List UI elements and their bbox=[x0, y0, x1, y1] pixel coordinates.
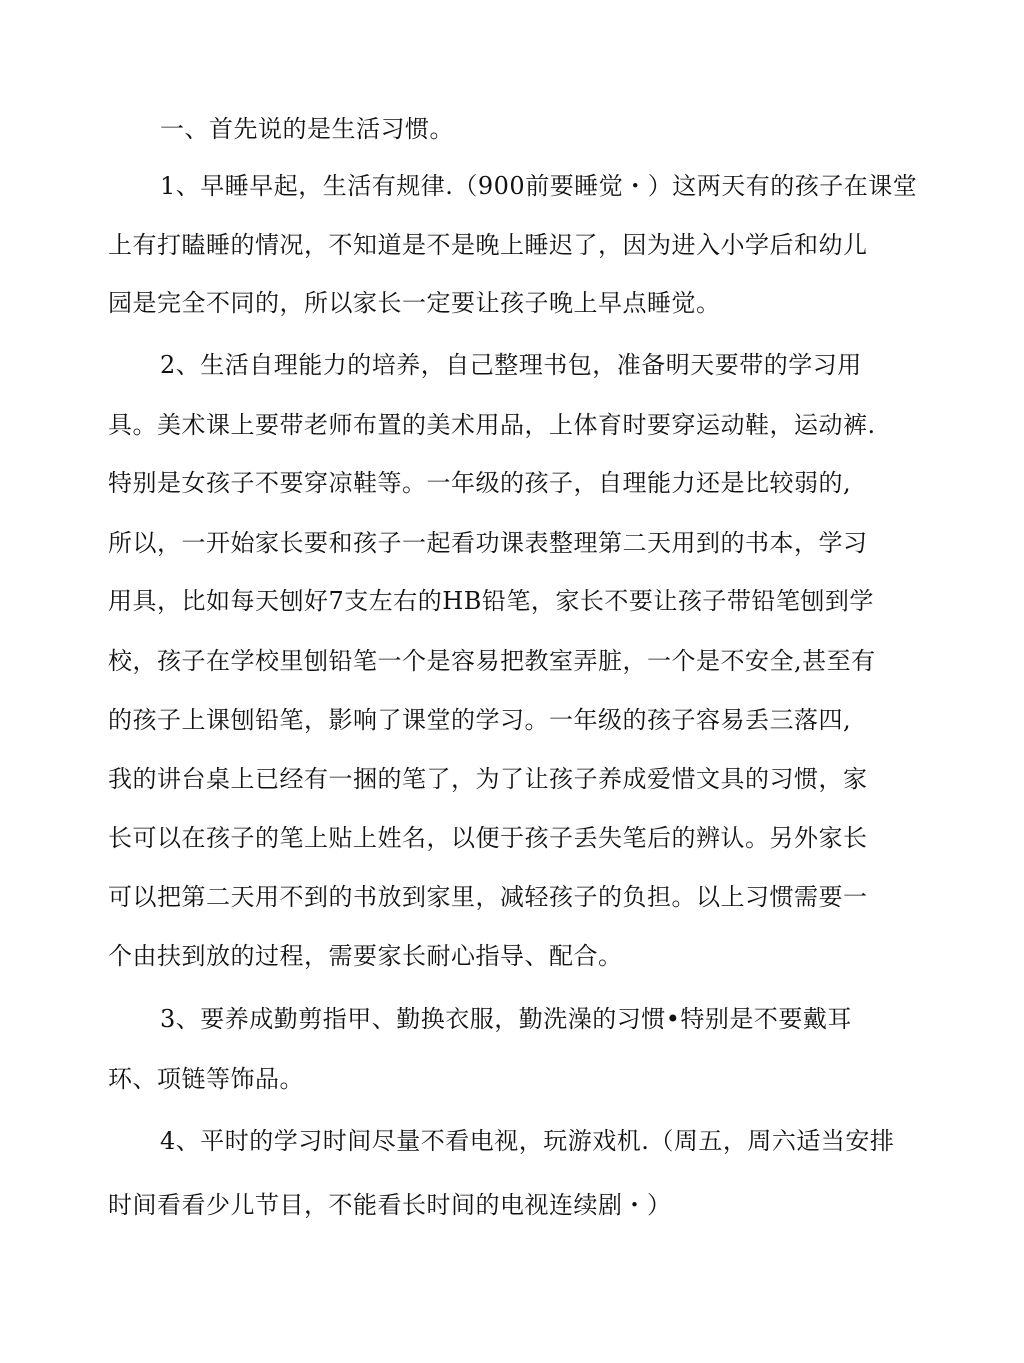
text-line: 可以把第二天用不到的书放到家里，减轻孩子的负担。以上习惯需要一 bbox=[108, 883, 868, 911]
text-line: 我的讲台桌上已经有一捆的笔了，为了让孩子养成爱惜文具的习惯，家 bbox=[108, 765, 868, 793]
text-line: 2、生活自理能力的培养，自己整理书包，准备明天要带的学习用 bbox=[160, 351, 862, 379]
text-line: 的孩子上课刨铅笔，影响了课堂的学习。一年级的孩子容易丢三落四, bbox=[108, 706, 852, 734]
text-line: 所以，一开始家长要和孩子一起看功课表整理第二天用到的书本，学习 bbox=[108, 529, 868, 557]
text-line: 用具，比如每天刨好7支左右的HB铅笔，家长不要让孩子带铅笔刨到学 bbox=[108, 587, 874, 615]
text-line: 具。美术课上要带老师布置的美术用品，上体育时要穿运动鞋，运动裤. bbox=[108, 411, 876, 439]
text-line: 长可以在孩子的笔上贴上姓名，以便于孩子丢失笔后的辨认。另外家长 bbox=[108, 824, 868, 852]
text-line: 1、早睡早起，生活有规律.（900前要睡觉・）这两天有的孩子在课堂 bbox=[160, 172, 918, 200]
text-line: 上有打瞌睡的情况，不知道是不是晚上睡迟了，因为进入小学后和幼儿 bbox=[108, 231, 868, 259]
text-line: 园是完全不同的，所以家长一定要让孩子晚上早点睡觉。 bbox=[108, 289, 721, 317]
text-line: 4、平时的学习时间尽量不看电视，玩游戏机.（周五，周六适当安排 bbox=[160, 1127, 895, 1155]
text-line: 一、首先说的是生活习惯。 bbox=[160, 115, 454, 143]
text-line: 个由扶到放的过程，需要家长耐心指导、配合。 bbox=[108, 942, 623, 970]
text-line: 3、要养成勤剪指甲、勤换衣服，勤洗澡的习惯•特别是不要戴耳 bbox=[160, 1005, 852, 1033]
text-line: 环、项链等饰品。 bbox=[108, 1065, 304, 1093]
text-line: 特别是女孩子不要穿凉鞋等。一年级的孩子，自理能力还是比较弱的, bbox=[108, 469, 852, 497]
text-line: 校，孩子在学校里刨铅笔一个是容易把教室弄脏，一个是不安全,甚至有 bbox=[108, 647, 876, 675]
text-line: 时间看看少儿节目，不能看长时间的电视连续剧・） bbox=[108, 1191, 672, 1219]
